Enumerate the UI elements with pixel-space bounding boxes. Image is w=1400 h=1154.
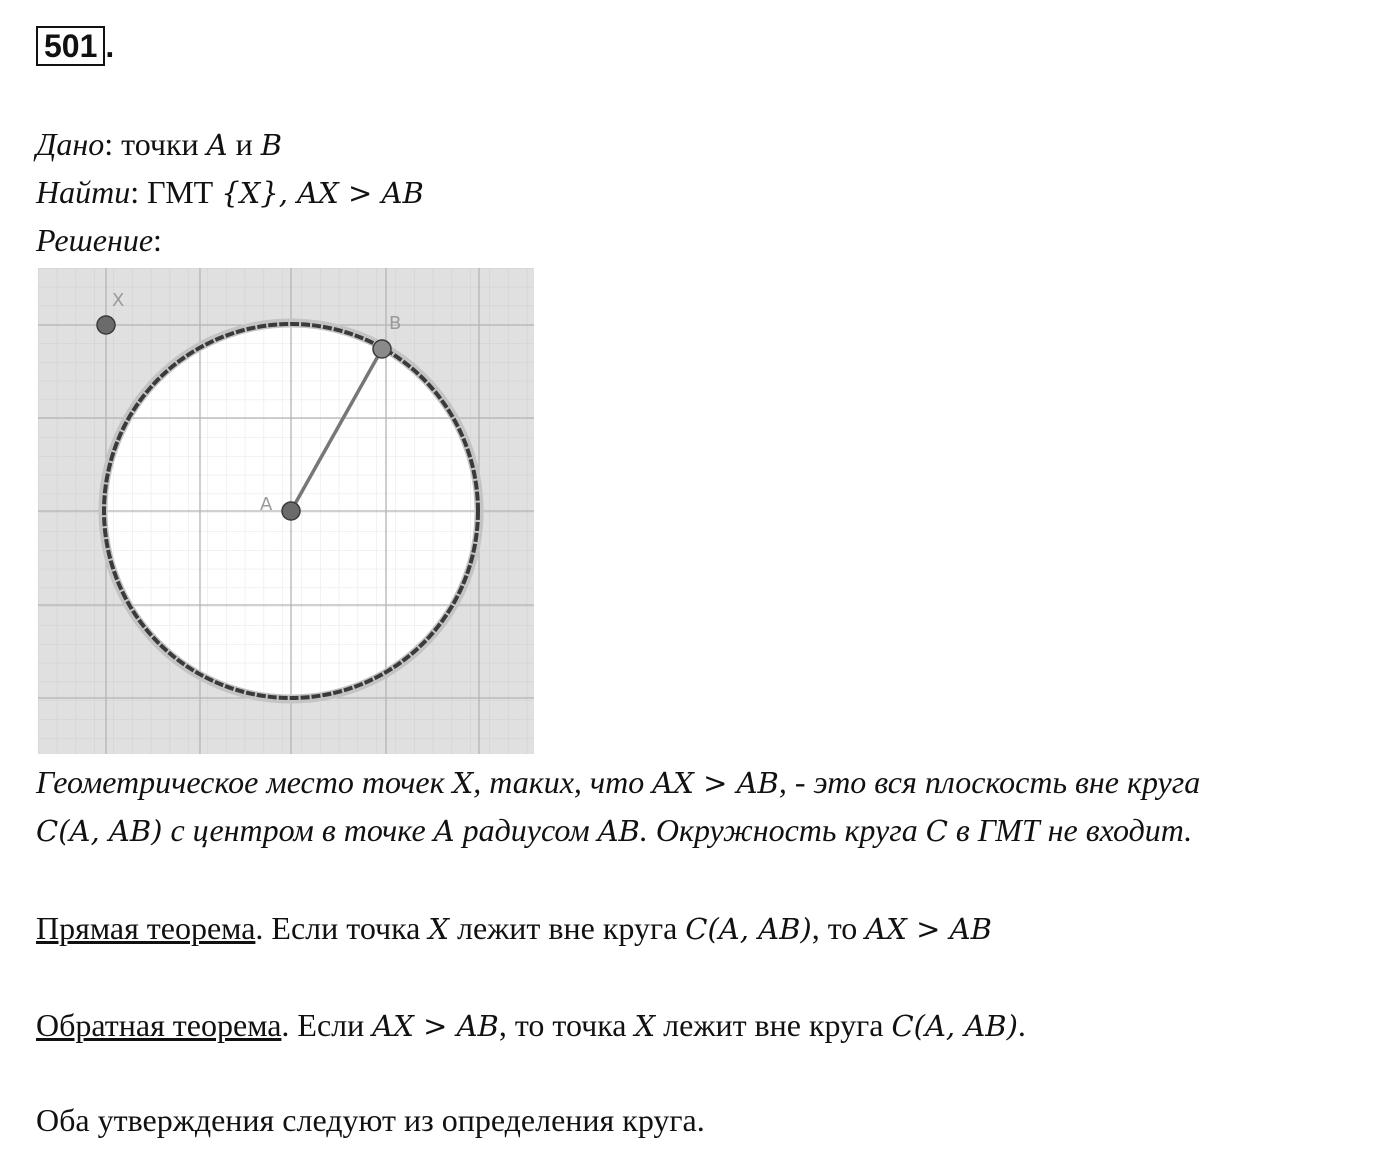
given-point-a: A <box>206 128 228 162</box>
converse-theorem-d: . <box>1017 1007 1026 1043</box>
direct-theorem-a: . Если точка <box>255 910 429 946</box>
converse-theorem-line <box>36 1005 1026 1046</box>
conclusion-2-math-ab: AB <box>597 814 640 848</box>
direct-theorem-math-ineq: AX > AB <box>865 912 992 946</box>
conclusion-2-math-c: C <box>925 814 948 848</box>
converse-theorem-c: лежит вне круга <box>655 1007 892 1043</box>
direct-theorem-b: лежит вне круга <box>449 910 686 946</box>
given-line <box>36 124 282 165</box>
conclusion-1-math-x: X <box>452 766 474 800</box>
point-a <box>282 502 300 520</box>
conclusion-2-math-circle: C(A, AB) <box>36 814 163 848</box>
problem-number <box>36 26 114 66</box>
conclusion-1b: , таких, что <box>473 764 653 800</box>
converse-theorem-math-ineq: AX > AB <box>372 1009 499 1043</box>
find-colon: : <box>130 174 148 210</box>
conclusion-1c: , - это вся плоскость вне круга <box>778 764 1201 800</box>
conclusion-2b: радиусом <box>454 812 598 848</box>
final-statement: Оба утверждения следуют из определения круга. <box>36 1102 705 1138</box>
direct-theorem-math-circle: C(A, AB) <box>685 912 812 946</box>
direct-theorem-title: Прямая теорема <box>36 910 256 946</box>
direct-theorem-c: , то <box>811 910 866 946</box>
point-a-label: A <box>260 494 273 515</box>
problem-number-suffix: . <box>105 28 115 64</box>
converse-theorem-title: Обратная теорема <box>36 1007 282 1043</box>
figure-canvas <box>38 268 534 754</box>
point-x-label: X <box>112 290 125 311</box>
find-text-1: ГМТ <box>147 174 222 210</box>
point-b-label: B <box>389 313 402 334</box>
given-label: Дано <box>36 126 105 162</box>
find-label: Найти <box>36 174 131 210</box>
problem-number-box: 501 <box>36 26 105 66</box>
solution-line <box>36 220 162 260</box>
conclusion-2d: в ГМТ не входит. <box>947 812 1193 848</box>
geometry-figure <box>38 268 534 754</box>
converse-theorem-b: , то точка <box>498 1007 635 1043</box>
given-point-b: B <box>260 128 283 162</box>
conclusion-2c: . Окружность круга <box>639 812 926 848</box>
converse-theorem-math-x: X <box>634 1009 656 1043</box>
point-x <box>97 316 115 334</box>
given-text-2: и <box>227 126 261 162</box>
find-set: {X}, AX > AB <box>221 176 424 210</box>
converse-theorem-math-circle: C(A, AB) <box>891 1009 1018 1043</box>
find-line <box>36 172 424 213</box>
direct-theorem-line <box>36 908 992 949</box>
given-colon: : <box>104 126 122 162</box>
direct-theorem-math-x: X <box>428 912 449 946</box>
conclusion-1-math-ineq: AX > AB <box>652 766 779 800</box>
conclusion-2a: с центром в точке <box>162 812 434 848</box>
solution-label: Решение <box>36 222 154 258</box>
conclusion-1a: Геометрическое место точек <box>36 764 453 800</box>
point-b <box>373 340 391 358</box>
converse-theorem-a: . Если <box>281 1007 373 1043</box>
conclusion-2-math-a: A <box>433 814 455 848</box>
conclusion-line-2 <box>36 810 1192 851</box>
given-text-1: точки <box>121 126 207 162</box>
conclusion-line-1 <box>36 762 1200 803</box>
solution-colon: : <box>153 222 162 258</box>
